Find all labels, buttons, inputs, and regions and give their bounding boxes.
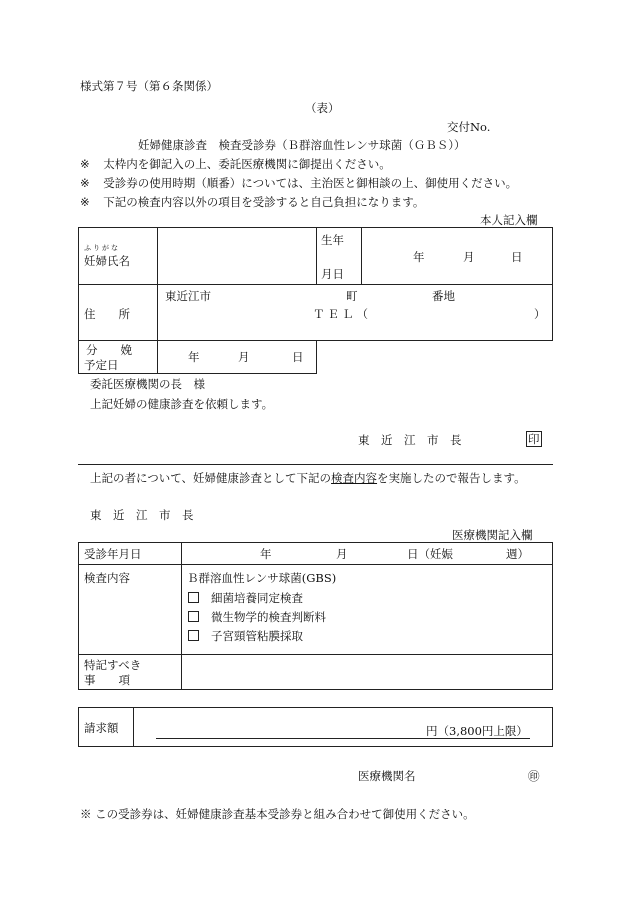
- institution-seal: ㊞: [528, 769, 540, 783]
- self-entry-section-label: 本人記入欄: [480, 213, 538, 227]
- exam-label: 検査内容: [84, 571, 130, 585]
- note-3: [80, 194, 424, 210]
- row-divider: [78, 564, 553, 565]
- birth-month-unit: 月: [463, 250, 475, 264]
- report-text-before: 上記の者について、妊婦健康診査として下記の: [90, 471, 332, 485]
- clinic-entry-section-label: 医療機関記入欄: [452, 528, 533, 542]
- note-mark: ※: [80, 195, 90, 209]
- checkbox[interactable]: [188, 630, 199, 641]
- exam-item-label: 微生物学的検査判断料: [211, 610, 326, 624]
- exam-item-label: 子宮頸管粘膜採取: [211, 629, 303, 643]
- note-mark: ※: [80, 157, 90, 171]
- due-label-top: 分 娩: [86, 343, 132, 357]
- name-label: 妊婦氏名: [84, 254, 130, 268]
- exam-item: [188, 628, 303, 644]
- birth-column-divider: [316, 227, 317, 284]
- note-text: 受診券の使用時期（順番）については、主治医と御相談の上、御使用ください。: [103, 176, 518, 190]
- checkbox[interactable]: [188, 611, 199, 622]
- label-column-divider: [157, 227, 158, 341]
- report-text-after: を実施したので報告します。: [377, 471, 526, 485]
- visit-month-unit: 月: [336, 547, 348, 561]
- pregnancy-weeks-unit: 週）: [506, 547, 529, 561]
- checkbox[interactable]: [188, 592, 199, 603]
- birth-day-unit: 日: [511, 250, 523, 264]
- section-separator: [78, 464, 553, 465]
- exam-item: [188, 590, 303, 606]
- exam-item: [188, 609, 326, 625]
- tel-label: ＴＥＬ（: [313, 307, 371, 321]
- birth-label-bottom: 月日: [321, 267, 344, 281]
- request-text: 上記妊婦の健康診査を依頼します。: [90, 397, 274, 411]
- billing-label: 請求額: [84, 721, 119, 735]
- exam-title: Ｂ群溶血性レンサ球菌(GBS): [187, 571, 337, 585]
- document-title: 妊婦健康診査 検査受診券（Ｂ群溶血性レンサ球菌（ＧＢＳ））: [138, 138, 466, 152]
- due-year-unit: 年: [188, 350, 200, 364]
- birth-label-top: 生年: [321, 233, 344, 247]
- tel-close: ）: [534, 307, 546, 321]
- exam-item-label: 細菌培養同定検査: [211, 591, 303, 605]
- side-label: （表）: [305, 101, 340, 115]
- request-mayor: 東 近 江 市 長: [358, 433, 462, 447]
- report-mayor: 東 近 江 市 長: [90, 508, 194, 522]
- note-1: [80, 156, 391, 172]
- note-mark: ※: [80, 176, 90, 190]
- due-month-unit: 月: [238, 350, 250, 364]
- billing-amount: 円（3,800円上限）: [426, 724, 528, 738]
- visit-year-unit: 年: [260, 547, 272, 561]
- report-text: [90, 470, 526, 486]
- mayor-seal: [526, 431, 542, 447]
- final-note: ※ この受診券は、妊婦健康診査基本受診券と組み合わせて御使用ください。: [80, 807, 475, 821]
- row-divider: [78, 654, 553, 655]
- address-town-unit: 町: [346, 289, 358, 303]
- due-day-unit: 日: [292, 350, 304, 364]
- note-text: 下記の検査内容以外の項目を受診すると自己負担になります。: [103, 195, 425, 209]
- visit-day-pregnancy: 日（妊娠: [407, 547, 453, 561]
- seal-mark: 印: [528, 432, 540, 446]
- address-lot-unit: 番地: [432, 289, 455, 303]
- address-city: 東近江市: [165, 289, 211, 303]
- due-label-bottom: 予定日: [84, 358, 119, 372]
- note-2: [80, 175, 517, 191]
- issue-number-label: 交付No.: [447, 120, 491, 134]
- remarks-label-bottom: 事 項: [84, 673, 130, 687]
- address-label: 住 所: [84, 307, 130, 321]
- note-text: 太枠内を御記入の上、委託医療機関に御提出ください。: [103, 157, 391, 171]
- billing-divider: [133, 707, 134, 747]
- birth-year-unit: 年: [413, 250, 425, 264]
- form-number: 様式第７号（第６条関係）: [80, 79, 218, 93]
- visit-date-label: 受診年月日: [84, 547, 142, 561]
- row-divider: [78, 284, 553, 285]
- report-text-underlined: 検査内容: [331, 471, 378, 485]
- label-column-divider: [181, 542, 182, 690]
- due-date-divider: [157, 340, 158, 374]
- request-addressee: 委託医療機関の長 様: [90, 377, 205, 391]
- birth-value-divider: [361, 227, 362, 284]
- remarks-label-top: 特記すべき: [84, 658, 142, 672]
- furigana-label: ふりがな: [84, 244, 120, 252]
- institution-label: 医療機関名: [358, 769, 416, 783]
